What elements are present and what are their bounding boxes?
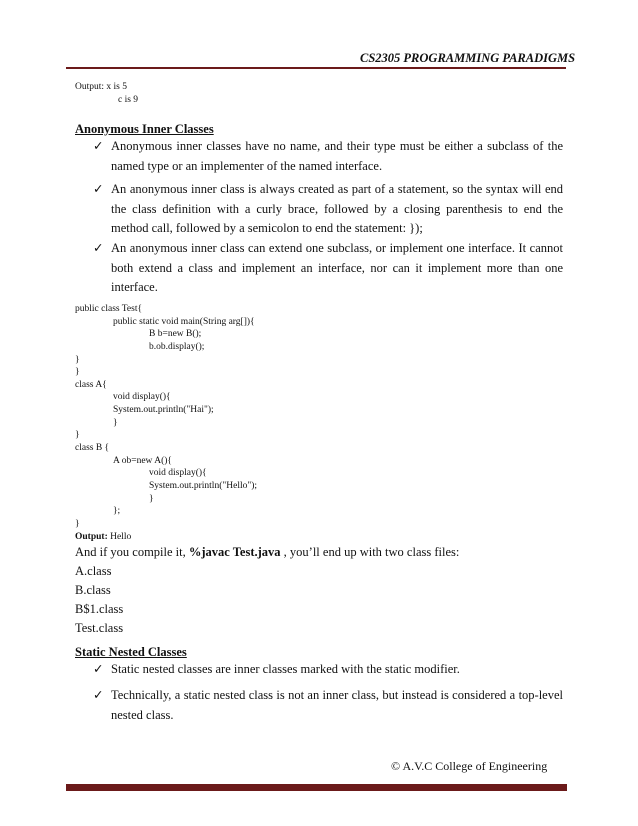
output-line-1: Output: x is 5: [75, 82, 127, 92]
code-output-value: Hello: [107, 531, 132, 542]
footer-text: © A.V.C College of Engineering: [391, 759, 548, 773]
checkmark-icon: ✓: [93, 662, 104, 676]
compile-suffix: , you’ll end up with two class files:: [280, 545, 460, 559]
code-output-label: Output:: [75, 531, 108, 542]
code-line: }: [113, 417, 118, 428]
bullet-text: An anonymous inner class can extend one subclass, or implement one interface. It cannot both extend a class and implement an interface, nor can it implement more than one interface.: [111, 241, 563, 294]
code-line: void display(){: [113, 392, 171, 403]
document-header-title: CS2305 PROGRAMMING PARADIGMS: [360, 51, 576, 65]
bullet-item: [93, 239, 563, 298]
bullet-text: Technically, a static nested class is not an inner class, but instead is considered a top-level nested class.: [111, 688, 563, 722]
code-line: public static void main(String arg[]){: [113, 316, 255, 327]
code-line: }: [75, 354, 80, 365]
checkmark-icon: ✓: [93, 182, 104, 196]
code-block: [75, 303, 257, 543]
code-line: class A{: [75, 379, 107, 390]
code-line: B b=new B();: [149, 329, 202, 340]
class-file-item: A.class: [75, 564, 112, 578]
code-line: System.out.println("Hai");: [113, 405, 214, 416]
compile-sentence: [75, 545, 459, 560]
code-line: }: [75, 430, 80, 441]
bullet-item: [93, 660, 563, 680]
code-line: public class Test{: [75, 304, 143, 314]
checkmark-icon: ✓: [93, 139, 104, 153]
bullet-item: [93, 137, 563, 176]
bullet-item: [93, 686, 563, 725]
class-file-item: B.class: [75, 583, 111, 597]
code-line: }: [149, 493, 154, 504]
bullet-text: Anonymous inner classes have no name, and their type must be either a subclass of the named type or an implementer of the named interface.: [111, 139, 563, 173]
checkmark-icon: ✓: [93, 241, 104, 255]
compile-command: %javac Test.java: [188, 545, 281, 559]
code-output-line: [75, 531, 257, 544]
code-line: }: [75, 518, 80, 529]
code-line: void display(){: [149, 468, 207, 479]
output-line-2: c is 9: [118, 95, 139, 105]
class-file-item: Test.class: [75, 621, 124, 635]
code-line: b.ob.display();: [149, 341, 205, 352]
code-line: };: [113, 506, 121, 517]
header-rule: [66, 67, 566, 69]
code-line: }: [75, 367, 80, 378]
class-file-item: B$1.class: [75, 602, 124, 616]
bullet-text: An anonymous inner class is always created as part of a statement, so the syntax will end the class definition with a curly brace, followed by a closing parenthesis to end the method call, followed by a semicolon to end the statement: });: [111, 182, 563, 235]
section-heading-static-nested: Static Nested Classes: [75, 645, 187, 659]
section-heading-anonymous: Anonymous Inner Classes: [75, 122, 214, 136]
code-line: A ob=new A(){: [113, 455, 172, 466]
bullet-text: Static nested classes are inner classes marked with the static modifier.: [111, 662, 460, 676]
code-line: System.out.println("Hello");: [149, 480, 258, 491]
code-line: class B {: [75, 443, 110, 454]
footer-rule: [66, 784, 567, 791]
compile-prefix: And if you compile it,: [75, 545, 189, 559]
bullet-item: [93, 180, 563, 239]
checkmark-icon: ✓: [93, 688, 104, 702]
